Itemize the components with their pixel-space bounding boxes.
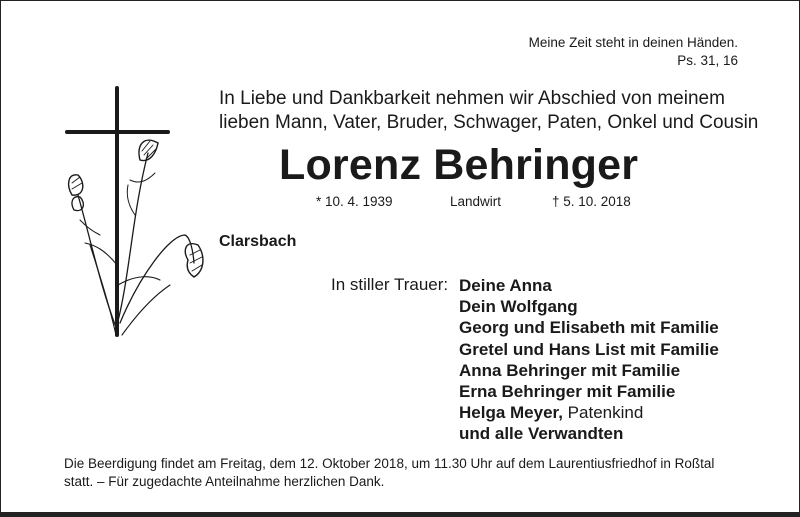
funeral-info-line-2: statt. – Für zugedachte Anteilnahme herzlichen Dank.	[64, 473, 385, 489]
mourner-name: Erna Behringer mit Familie	[459, 382, 676, 402]
mourner-name: Georg und Elisabeth mit Familie	[459, 318, 719, 338]
list-item	[459, 360, 719, 381]
funeral-info	[64, 455, 714, 490]
list-item	[459, 423, 719, 444]
list-item	[459, 317, 719, 338]
bible-verse	[529, 34, 738, 70]
mourners-list	[459, 275, 719, 445]
hometown: Clarsbach	[219, 233, 297, 250]
list-item	[459, 381, 719, 402]
mourner-name: und alle Verwandten	[459, 424, 624, 444]
mourner-note: Patenkind	[562, 403, 644, 423]
occupation: Landwirt	[450, 194, 502, 209]
mourner-name: Dein Wolfgang	[459, 297, 578, 317]
mourner-name: Gretel und Hans List mit Familie	[459, 339, 719, 359]
mourner-name: Helga Meyer,	[459, 403, 563, 423]
list-item	[459, 275, 719, 296]
deceased-name: Lorenz Behringer	[279, 141, 639, 189]
funeral-info-line-1: Die Beerdigung findet am Freitag, dem 12. Oktober 2018, um 11.30 Uhr auf dem Laurentiusfriedhof in Roßtal	[64, 456, 715, 471]
list-item	[459, 339, 719, 360]
verse-text: Meine Zeit steht in deinen Händen.	[528, 35, 738, 50]
intro-line-1: In Liebe und Dankbarkeit nehmen wir Abschied von meinem	[219, 88, 725, 109]
cross-with-wheat-icon	[60, 85, 220, 345]
farewell-intro	[219, 87, 758, 135]
verse-reference: Ps. 31, 16	[677, 53, 738, 68]
list-item	[459, 296, 719, 317]
intro-line-2: lieben Mann, Vater, Bruder, Schwager, Paten, Onkel und Cousin	[219, 112, 759, 133]
list-item	[459, 402, 719, 423]
death-date: † 5. 10. 2018	[552, 194, 631, 209]
mourning-label: In stiller Trauer:	[331, 275, 449, 294]
birth-date: * 10. 4. 1939	[316, 194, 393, 209]
mourner-name: Anna Behringer mit Familie	[459, 360, 681, 380]
mourner-name: Deine Anna	[459, 276, 552, 295]
